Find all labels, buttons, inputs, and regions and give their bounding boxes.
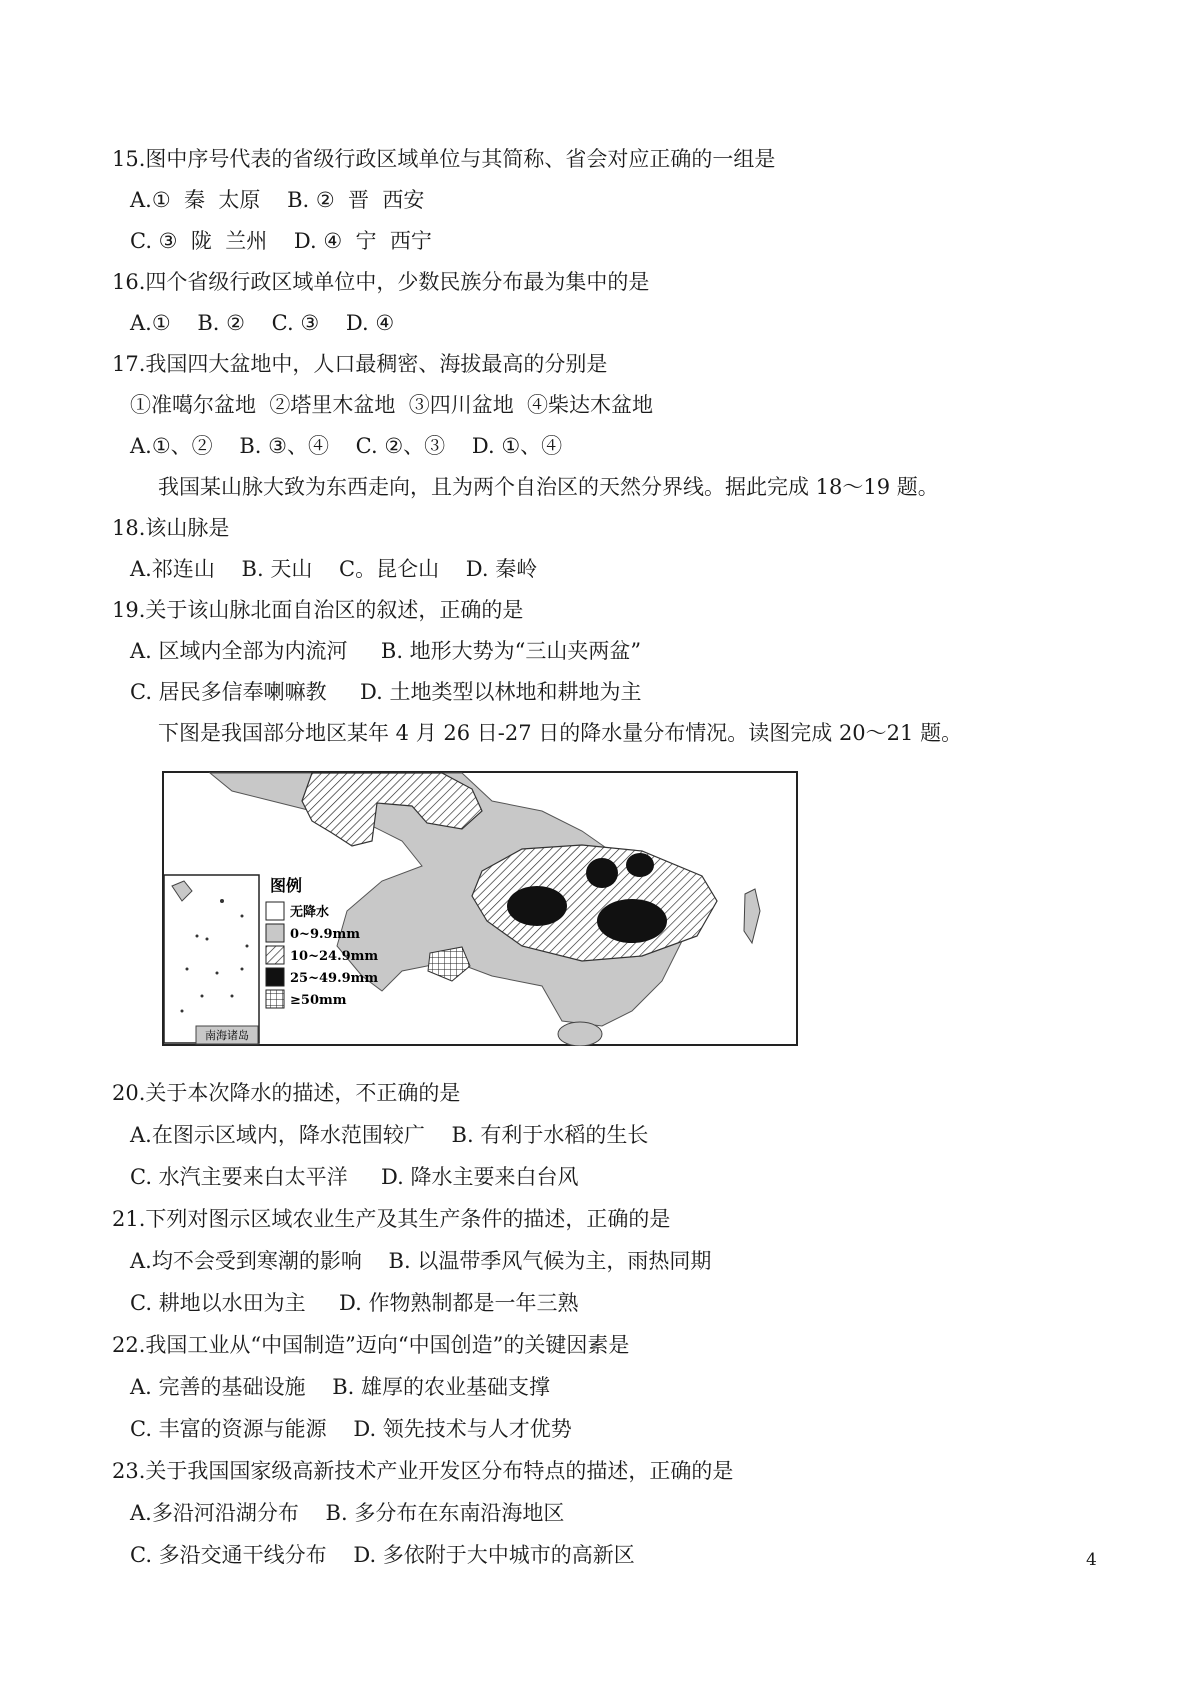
intro-20-21: 下图是我国部分地区某年 4 月 26 日-27 日的降水量分布情况。读图完成 20～21 题。 <box>158 721 963 745</box>
legend-swatch-none <box>266 902 284 920</box>
question-23-options-2: C. 多沿交通干线分布 D. 多依附于大中城市的高新区 <box>130 1543 635 1567</box>
question-15-options-1: A.① 秦 太原 B. ② 晋 西安 <box>130 188 425 212</box>
legend-title: 图例 <box>270 876 303 895</box>
precipitation-map <box>162 771 798 1046</box>
question-23: 23.关于我国国家级高新技术产业开发区分布特点的描述，正确的是 <box>112 1459 734 1483</box>
intro-18-19: 我国某山脉大致为东西走向，且为两个自治区的天然分界线。据此完成 18～19 题。 <box>158 475 939 499</box>
question-22-options-1: A. 完善的基础设施 B. 雄厚的农业基础支撑 <box>130 1375 550 1399</box>
question-19-options-1: A. 区域内全部为内流河 B. 地形大势为“三山夹两盆” <box>130 639 642 663</box>
legend-label-storm: ≥50mm <box>290 993 347 1008</box>
question-15: 15.图中序号代表的省级行政区域单位与其简称、省会对应正确的一组是 <box>112 147 776 171</box>
question-17-options: A.①、② B. ③、④ C. ②、③ D. ①、④ <box>130 434 563 458</box>
question-17: 17.我国四大盆地中，人口最稠密、海拔最高的分别是 <box>112 352 608 376</box>
question-19: 19.关于该山脉北面自治区的叙述，正确的是 <box>112 598 524 622</box>
question-16-options: A.① B. ② C. ③ D. ④ <box>130 311 395 335</box>
question-21-options-1: A.均不会受到寒潮的影响 B. 以温带季风气候为主，雨热同期 <box>130 1249 712 1273</box>
legend-swatch-storm <box>266 990 284 1008</box>
legend-swatch-light <box>266 924 284 942</box>
question-22: 22.我国工业从“中国制造”迈向“中国创造”的关键因素是 <box>112 1333 630 1357</box>
legend-label-heavy: 25~49.9mm <box>290 971 379 986</box>
legend-swatch-heavy <box>266 968 284 986</box>
question-15-options-2: C. ③ 陇 兰州 D. ④ 宁 西宁 <box>130 229 432 253</box>
question-23-options-1: A.多沿河沿湖分布 B. 多分布在东南沿海地区 <box>130 1501 565 1525</box>
question-20: 20.关于本次降水的描述，不正确的是 <box>112 1081 461 1105</box>
legend-label-moderate: 10~24.9mm <box>290 949 379 964</box>
question-22-options-2: C. 丰富的资源与能源 D. 领先技术与人才优势 <box>130 1417 572 1441</box>
page-number: 4 <box>1086 1550 1097 1570</box>
question-20-options-1: A.在图示区域内，降水范围较广 B. 有利于水稻的生长 <box>130 1123 649 1147</box>
question-18-options: A.祁连山 B. 天山 C。昆仑山 D. 秦岭 <box>130 557 538 581</box>
question-21: 21.下列对图示区域农业生产及其生产条件的描述，正确的是 <box>112 1207 671 1231</box>
question-16: 16.四个省级行政区域单位中，少数民族分布最为集中的是 <box>112 270 650 294</box>
question-21-options-2: C. 耕地以水田为主 D. 作物熟制都是一年三熟 <box>130 1291 579 1315</box>
question-18: 18.该山脉是 <box>112 516 230 540</box>
legend-label-light: 0~9.9mm <box>290 927 361 942</box>
legend-swatch-moderate <box>266 946 284 964</box>
question-20-options-2: C. 水汽主要来白太平洋 D. 降水主要来白台风 <box>130 1165 579 1189</box>
question-19-options-2: C. 居民多信奉喇嘛教 D. 土地类型以林地和耕地为主 <box>130 680 642 704</box>
question-17-choices: ①准噶尔盆地 ②塔里木盆地 ③四川盆地 ④柴达木盆地 <box>130 393 654 417</box>
legend-label-none: 无降水 <box>290 905 330 920</box>
inset-label: 南海诸岛 <box>205 1029 249 1042</box>
